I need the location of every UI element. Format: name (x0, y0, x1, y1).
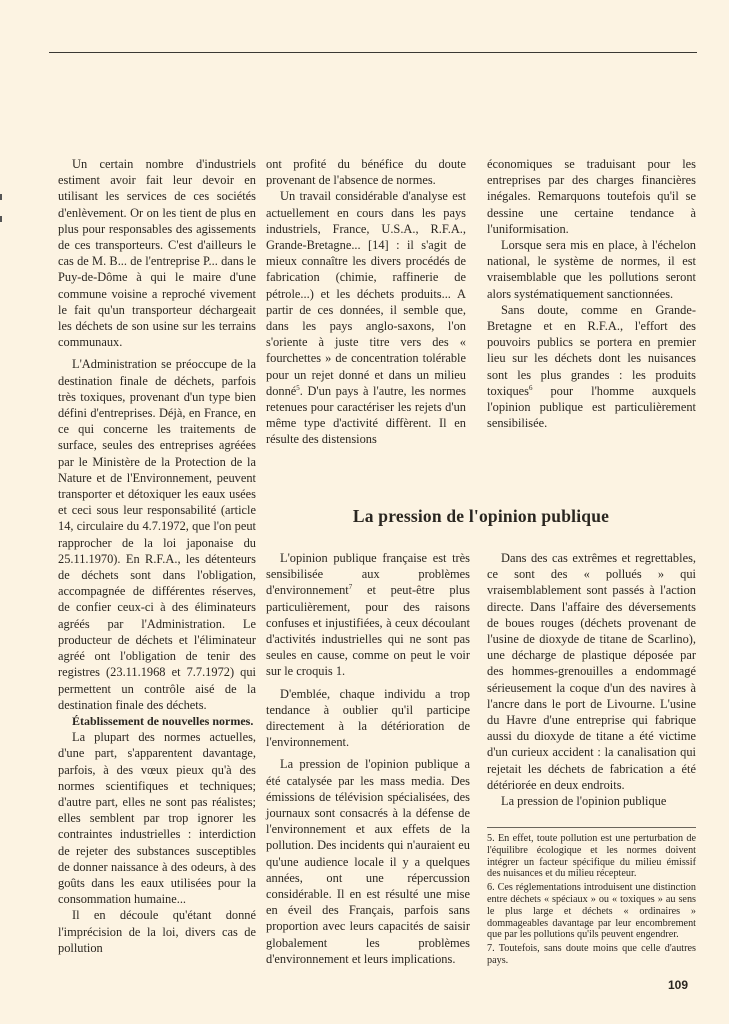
footnote-ref[interactable]: 6 (529, 383, 533, 392)
paragraph: Un certain nombre d'industriels estiment avoir fait leur devoir en utilisant les services de ces sociétés d'enlèvement. Or on les tient de plus en plus pour responsables des agissements de ces transporteurs. C'est d'ailleurs le cas de M. B... de l'entreprise P... dans le Puy-de-Dôme à qui le maire d'une commune voisine a reproché vivement le fait qu'un transporteur déchargeait les déchets de son usine sur les terrains communaux. (58, 157, 256, 350)
footnote-5: 5. En effet, toute pollution est une perturbation de l'équilibre écologique et les normes doivent intégrer un facteur spécifique du milieu émissif des nuisances et du milieu récepteur. (487, 833, 696, 880)
paragraph: Dans des cas extrêmes et regrettables, ce sont des « pollués » qui vraisemblablement sont passés à l'action directe. Dans l'affaire des déversements de boues rouges (déchets provenant de l'usine de dioxyde de titane de Scarlino), une décharge de plastique déposée par des hommes-grenouilles a endommagé sérieusement la coque d'un des navires à l'ancre dans le port de Livourne. L'usine du Havre d'une entreprise qui fabrique aussi du dioxyde de titane a été victime d'un curieux accident : la canalisation qui rejetait les déchets de fabrication a été détériorée en deux endroits. (487, 551, 696, 792)
paragraph: D'emblée, chaque individu a trop tendance à oublier qu'il participe directement à la détérioration de l'environnement. (266, 686, 470, 750)
paragraph: économiques se traduisant pour les entreprises par des charges financières inégales. Remarquons toutefois qu'il se dessine une certaine tendance à l'uniformisation. (487, 157, 696, 236)
paragraph: La pression de l'opinion publique a été catalysée par les mass media. Des émissions de télévision spécialisées, des journaux sont consacrés à la défense de l'environnement et aux effets de la pollution. Des incidents qui n'auraient eu qu'une audience locale il y a quelques années, ont une répercussion considérable. Il en est résulté une mise en éveil des Français, parfois sans proportion avec leurs capacités de saisir globalement les problèmes d'environnement et leurs implications. (266, 757, 470, 966)
binding-mark (0, 194, 2, 200)
paragraph: Lorsque sera mis en place, à l'échelon national, le système de normes, il est vraisemblable que les pollutions seront alors systématiquement sanctionnées. (487, 238, 696, 301)
paragraph (487, 302, 696, 432)
column-3 (487, 156, 696, 431)
text: . D'un pays à l'autre, les normes retenues pour caractériser les rejets d'un même type d'activité diffèrent. Il en résulte des distensions (266, 383, 466, 447)
text: L'opinion publique française est très sensibilisée aux problèmes d'environnement (266, 551, 470, 598)
paragraph: Il en découle qu'étant donné l'imprécision de la loi, divers cas de pollution (58, 908, 256, 955)
page-number: 109 (668, 978, 689, 992)
text: Un travail considérable d'analyse est actuellement en cours dans les pays industriels, France, U.S.A., R.F.A., Grande-Bretagne... [14] : il s'agit de mieux connaître les divers procédés de fabrication (chimie, raffinerie de pétrole...) et les déchets produits... A partir de ces données, il semble que, dans les pays anglo-saxons, l'on s'oriente à juste titre vers des « fourchettes » de concentration tolérable pour un rejet donné et dans un milieu donné (266, 189, 466, 398)
footnote-ref[interactable]: 7 (348, 583, 353, 592)
paragraph: La plupart des normes actuelles, d'une part, s'apparentent davantage, parfois, à des vœux pieux qu'à des normes scientifiques et techniques; d'autre part, elles ne sont pas réalistes; elles semblent par trop ignorer les contraintes industrielles : interdiction de rejeter des substances susceptibles de donner naissance à des odeurs, à des goûts dans les eaux utilisées pour la consommation humaine... (58, 730, 256, 907)
footnote-ref[interactable]: 5 (296, 383, 300, 392)
section-column-1 (266, 550, 470, 967)
paragraph: La pression de l'opinion publique (501, 794, 667, 809)
footnote-6: 6. Ces réglementations introduisent une distinction entre déchets « spéciaux » ou « toxiques » au sens le plus large et déchets « ordinaires » dommageables davantage par leur encombrement que par les pollutions qu'ils peuvent engendrer. (487, 882, 696, 941)
header-rule (49, 52, 697, 53)
text: Sans doute, comme en Grande-Bretagne et en R.F.A., l'effort des pouvoirs publics se portera en premier lieu sur les déchets dont les nuisances sont les plus grandes : les produits toxiques (487, 302, 696, 398)
section-title: La pression de l'opinion publique (352, 506, 610, 526)
column-1 (58, 156, 256, 956)
paragraph: L'Administration se préoccupe de la destination finale de déchets, parfois très toxiques, provenant d'un type bien défini d'entreprises. Déjà, en France, en ce qui concerne les traitements de surface, seules des entreprises agréées par le Ministère de la Protection de la Nature et de l'Environnement, peuvent transporter et détoxiquer les eaux usées et ceci sous leur responsabilité (article 14, circulaire du 4.7.1972, que l'on peut rapprocher de la loi japonaise du 25.11.1970). En R.F.A., les détenteurs de déchets sont dans l'obligation, accompagnée de différentes réserves, de confier ceux-ci à des éliminateurs agréés par l'Administration. Le producteur de déchets et l'éliminateur agréé ont l'obligation de tenir des registres (23.11.1968 et 7.7.1972) qui permettent un contrôle aisé de la destination finale des déchets. (58, 357, 256, 712)
binding-mark (0, 216, 2, 222)
column-2 (266, 156, 466, 448)
paragraph: ont profité du bénéfice du doute provenant de l'absence de normes. (266, 157, 466, 188)
paragraph (266, 550, 470, 680)
footnote-divider (487, 827, 696, 828)
footnotes (487, 833, 696, 969)
footnote-7: 7. Toutefois, sans doute moins que celle d'autres pays. (487, 943, 696, 966)
text: et peut-être plus particulièrement, pour des raisons confuses et injustifiées, à ceux découlant d'activités industrielles qui ne sont pas seules en cause, comme on peut le voir sur le croquis 1. (266, 583, 470, 679)
text: pour l'homme auxquels l'opinion publique est particulièrement sensibilisée. (487, 383, 696, 431)
subheading: Établissement de nouvelles normes. (72, 713, 254, 728)
section-column-2 (487, 550, 696, 809)
paragraph (266, 188, 466, 447)
